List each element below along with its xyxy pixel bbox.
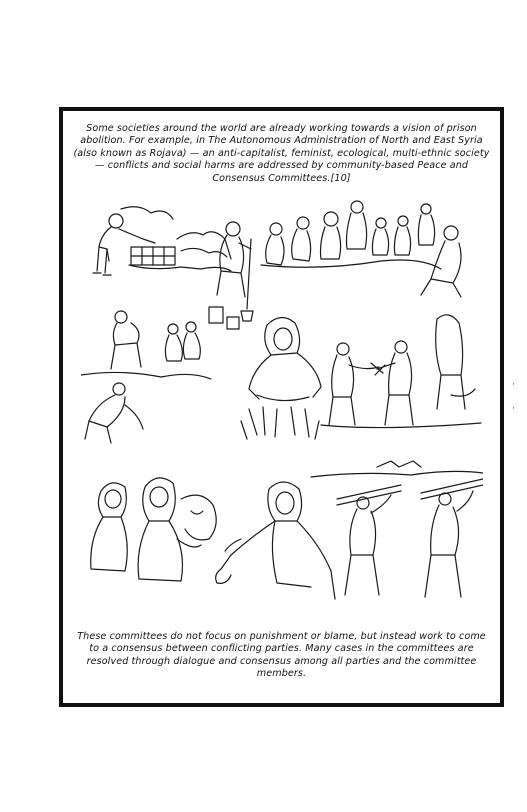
margin-mark-upper: · (512, 380, 515, 390)
closing-paragraph: These committees do not focus on punishment or blame, but instead work to come to a consensus between conflicting parties. Many cases in the committees are resolved through dialogue and consensus among all parties and the committee members. (77, 631, 486, 680)
seated-crowd-group (261, 201, 461, 297)
comic-panel-frame (59, 107, 504, 707)
rojava-illustration (81, 199, 483, 623)
digging-figure (209, 222, 253, 329)
bending-farmers-group (81, 311, 211, 443)
reaching-woman-figure (216, 482, 335, 599)
margin-mark-lower: · (512, 404, 515, 414)
women-with-child-group (91, 478, 216, 581)
market-vendor-figure (93, 207, 231, 275)
ink-sketch-drawing (81, 199, 483, 623)
harvesting-woman-figure (241, 317, 321, 439)
exchanging-figures-group (321, 315, 481, 428)
log-carriers-group (311, 461, 483, 597)
intro-paragraph: Some societies around the world are already working towards a vision of prison abolition. For example, in The Autonomous Administration of North and East Syria (also known as Rojava) — an anti-capitalist, feminist, ecological, multi-ethnic society — conflicts and social harms are addressed by community-based Peace and Consensus Committees.[10] (73, 123, 490, 184)
